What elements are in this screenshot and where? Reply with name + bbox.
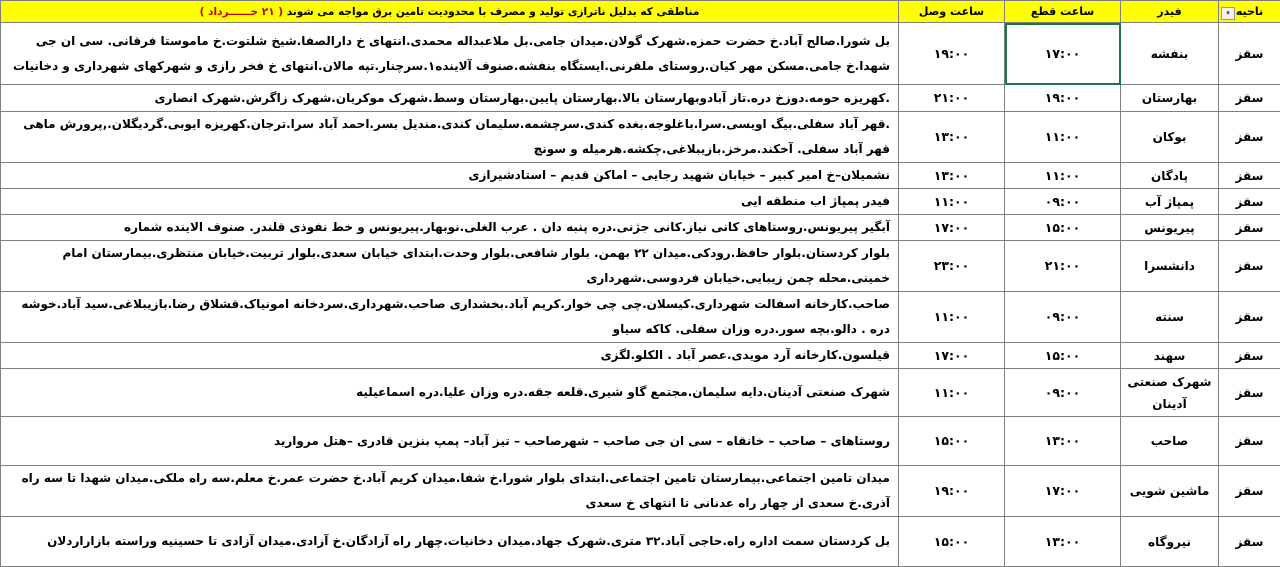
cell-areas[interactable]: شهرک صنعتی آدینان.دایه سلیمان.مجتمع گاو شیری.قلعه جقه.دره وزان علیا.دره اسماعیلیه: [1, 369, 899, 417]
table-row: [1, 343, 1280, 369]
cell-region[interactable]: سقز: [1219, 466, 1280, 517]
filter-dropdown-icon[interactable]: ▾: [1221, 7, 1235, 20]
cell-cut-time[interactable]: ۱۱:۰۰: [1005, 112, 1121, 163]
cell-connect-time[interactable]: ۱۵:۰۰: [899, 517, 1005, 567]
header-feeder: فیدر: [1121, 1, 1219, 23]
cell-region[interactable]: سقز: [1219, 23, 1280, 85]
cell-cut-time[interactable]: ۱۷:۰۰: [1005, 466, 1121, 517]
cell-feeder[interactable]: نیروگاه: [1121, 517, 1219, 567]
table-row: [1, 241, 1280, 292]
cell-region[interactable]: سقز: [1219, 369, 1280, 417]
cell-cut-time[interactable]: ۱۷:۰۰: [1005, 23, 1121, 85]
header-connect-time: ساعت وصل: [899, 1, 1005, 23]
table-row: [1, 292, 1280, 343]
cell-feeder[interactable]: سنته: [1121, 292, 1219, 343]
cell-connect-time[interactable]: ۱۳:۰۰: [899, 163, 1005, 189]
header-date: ( ۲۱ خــــــرداد ): [200, 6, 283, 18]
cell-feeder[interactable]: پیریونس: [1121, 215, 1219, 241]
cell-areas[interactable]: .کهریزه حومه.دوزخ دره.تاز آبادوبهارستان بالا.بهارستان پایین.بهارستان وسط.شهرک موکریان.شهرک زاگرش.شهرک انصاری: [1, 85, 899, 112]
cell-region[interactable]: سقز: [1219, 241, 1280, 292]
table-row: [1, 369, 1280, 417]
cell-region[interactable]: سقز: [1219, 85, 1280, 112]
cell-connect-time[interactable]: ۱۱:۰۰: [899, 189, 1005, 215]
table-row: [1, 23, 1280, 85]
cell-areas[interactable]: قیلسون.کارخانه آرد مویدی.عصر آباد . الکلو.لگزی: [1, 343, 899, 369]
cell-connect-time[interactable]: ۱۵:۰۰: [899, 417, 1005, 466]
cell-feeder[interactable]: بنفشه: [1121, 23, 1219, 85]
cell-connect-time[interactable]: ۱۱:۰۰: [899, 369, 1005, 417]
cell-connect-time[interactable]: ۱۹:۰۰: [899, 466, 1005, 517]
cell-cut-time[interactable]: ۱۵:۰۰: [1005, 215, 1121, 241]
table-row: [1, 215, 1280, 241]
header-cut-time: ساعت قطع: [1005, 1, 1121, 23]
table-row: [1, 112, 1280, 163]
cell-cut-time[interactable]: ۰۹:۰۰: [1005, 369, 1121, 417]
cell-connect-time[interactable]: ۲۳:۰۰: [899, 241, 1005, 292]
cell-cut-time[interactable]: ۰۹:۰۰: [1005, 189, 1121, 215]
cell-areas[interactable]: روستاهای – صاحب – خانقاه – سی ان جی صاحب – شهرصاحب – تیز آباد– پمپ بنزین قادری –هتل مروارید: [1, 417, 899, 466]
cell-areas[interactable]: میدان تامین اجتماعی.بیمارستان تامین اجتماعی.ابتدای بلوار شورا.خ شفا.میدان کریم آباد.خ حضرت عمر.خ معلم.سه راه ملکی.میدان شهدا تا سه راه آذری.خ سعدی از چهار راه عدنانی تا انتهای خ سعدی: [1, 466, 899, 517]
cell-region[interactable]: سقز: [1219, 292, 1280, 343]
cell-feeder[interactable]: ماشین شویی: [1121, 466, 1219, 517]
cell-cut-time[interactable]: ۱۳:۰۰: [1005, 417, 1121, 466]
header-areas-title: مناطقی که بدلیل ناترازی تولید و مصرف با محدودیت تامین برق مواجه می شوند ( ۲۱ خــــــرداد ): [1, 1, 899, 23]
cell-feeder[interactable]: صاحب: [1121, 417, 1219, 466]
cell-feeder[interactable]: پمپاژ آب: [1121, 189, 1219, 215]
cell-cut-time[interactable]: ۱۱:۰۰: [1005, 163, 1121, 189]
table-row: [1, 85, 1280, 112]
cell-feeder[interactable]: سهند: [1121, 343, 1219, 369]
cell-areas[interactable]: صاحب.کارخانه اسفالت شهرداری.کیسلان.چی چی خوار.کریم آباد.بخشداری صاحب.شهرداری.سردخانه امونیاک.قشلاق رضا.بازیبلاغی.سید آباد.خوشه دره . دالو.بچه سور.دره وزان سفلی. کاکه سیاو: [1, 292, 899, 343]
cell-connect-time[interactable]: ۱۷:۰۰: [899, 215, 1005, 241]
cell-feeder[interactable]: بهارستان: [1121, 85, 1219, 112]
table-row: [1, 517, 1280, 567]
cell-areas[interactable]: بل کردستان سمت اداره راه.حاجی آباد.۳۲ متری.شهرک جهاد.میدان دخانیات.چهار راه آزادگان.خ آزادی.میدان آزادی تا حسینیه وراسته بازاراردلان: [1, 517, 899, 567]
cell-region[interactable]: سقز: [1219, 343, 1280, 369]
cell-areas[interactable]: بل شورا.صالح آباد.خ حضرت حمزه.شهرک گولان.میدان جامی.بل ملاعبداله محمدی.انتهای خ دارالصفا.شیخ شلتوت.خ ماموستا فرقانی. سی ان جی شهدا.خ جامی.مسکن مهر کیان.روستای ملقرنی.ایستگاه بنفشه.صنوف آلاینده۱.سرچنار.تپه مالان.انتهای خ فخر رازی و شهرکهای شهرداری و دخانیات: [1, 23, 899, 85]
table-row: [1, 417, 1280, 466]
cell-cut-time[interactable]: ۲۱:۰۰: [1005, 241, 1121, 292]
cell-region[interactable]: سقز: [1219, 112, 1280, 163]
cell-region[interactable]: سقز: [1219, 417, 1280, 466]
cell-areas[interactable]: بلوار کردستان.بلوار حافظ.رودکی.میدان ۲۲ بهمن. بلوار شافعی.بلوار وحدت.ابتدای خیابان سعدی.بلوار تربیت.خیابان منتظری.بیمارستان امام خمینی.محله چمن زیبایی.خیابان فردوسی.شهرداری: [1, 241, 899, 292]
cell-areas[interactable]: .قهر آباد سفلی.بیگ اویسی.سرا.باغلوجه.بغده کندی.سرچشمه.سلیمان کندی.مندیل بسر.احمد آباد سرا.ترجان.کهریزه ایوبی.گردیگلان.,پرورش ماهی قهر آباد سفلی. آخکند.مرخز.بازیبلاغی.چکشه.هرمیله و سونچ: [1, 112, 899, 163]
table-row: [1, 163, 1280, 189]
cell-cut-time[interactable]: ۰۹:۰۰: [1005, 292, 1121, 343]
cell-cut-time[interactable]: ۱۳:۰۰: [1005, 517, 1121, 567]
cell-feeder[interactable]: بوکان: [1121, 112, 1219, 163]
cell-feeder[interactable]: شهرک صنعتی آدینان: [1121, 369, 1219, 417]
cell-cut-time[interactable]: ۱۹:۰۰: [1005, 85, 1121, 112]
cell-connect-time[interactable]: ۱۳:۰۰: [899, 112, 1005, 163]
cell-feeder[interactable]: دانشسرا: [1121, 241, 1219, 292]
cell-connect-time[interactable]: ۲۱:۰۰: [899, 85, 1005, 112]
cell-region[interactable]: سقز: [1219, 215, 1280, 241]
table-row: [1, 466, 1280, 517]
cell-connect-time[interactable]: ۱۹:۰۰: [899, 23, 1005, 85]
cell-feeder[interactable]: پادگان: [1121, 163, 1219, 189]
cell-region[interactable]: سقز: [1219, 517, 1280, 567]
cell-areas[interactable]: آبگیر پیریونس.روستاهای کانی نیاز.کانی جژنی.دره پنبه دان . عرب الغلی.نوبهار.پیریونس و خط نفوذی قلندر. صنوف الاینده شماره: [1, 215, 899, 241]
cell-connect-time[interactable]: ۱۱:۰۰: [899, 292, 1005, 343]
header-region: ناحیه ▾: [1219, 1, 1280, 23]
cell-cut-time[interactable]: ۱۵:۰۰: [1005, 343, 1121, 369]
cell-region[interactable]: سقز: [1219, 189, 1280, 215]
header-row: [1, 1, 1280, 23]
cell-connect-time[interactable]: ۱۷:۰۰: [899, 343, 1005, 369]
cell-areas[interactable]: فیدر پمپاژ اب منطقه ایی: [1, 189, 899, 215]
table-row: [1, 189, 1280, 215]
cell-areas[interactable]: نشمیلان–خ امیر کبیر – خیابان شهید رجایی – اماکن قدیم – استادشیرازی: [1, 163, 899, 189]
cell-region[interactable]: سقز: [1219, 163, 1280, 189]
